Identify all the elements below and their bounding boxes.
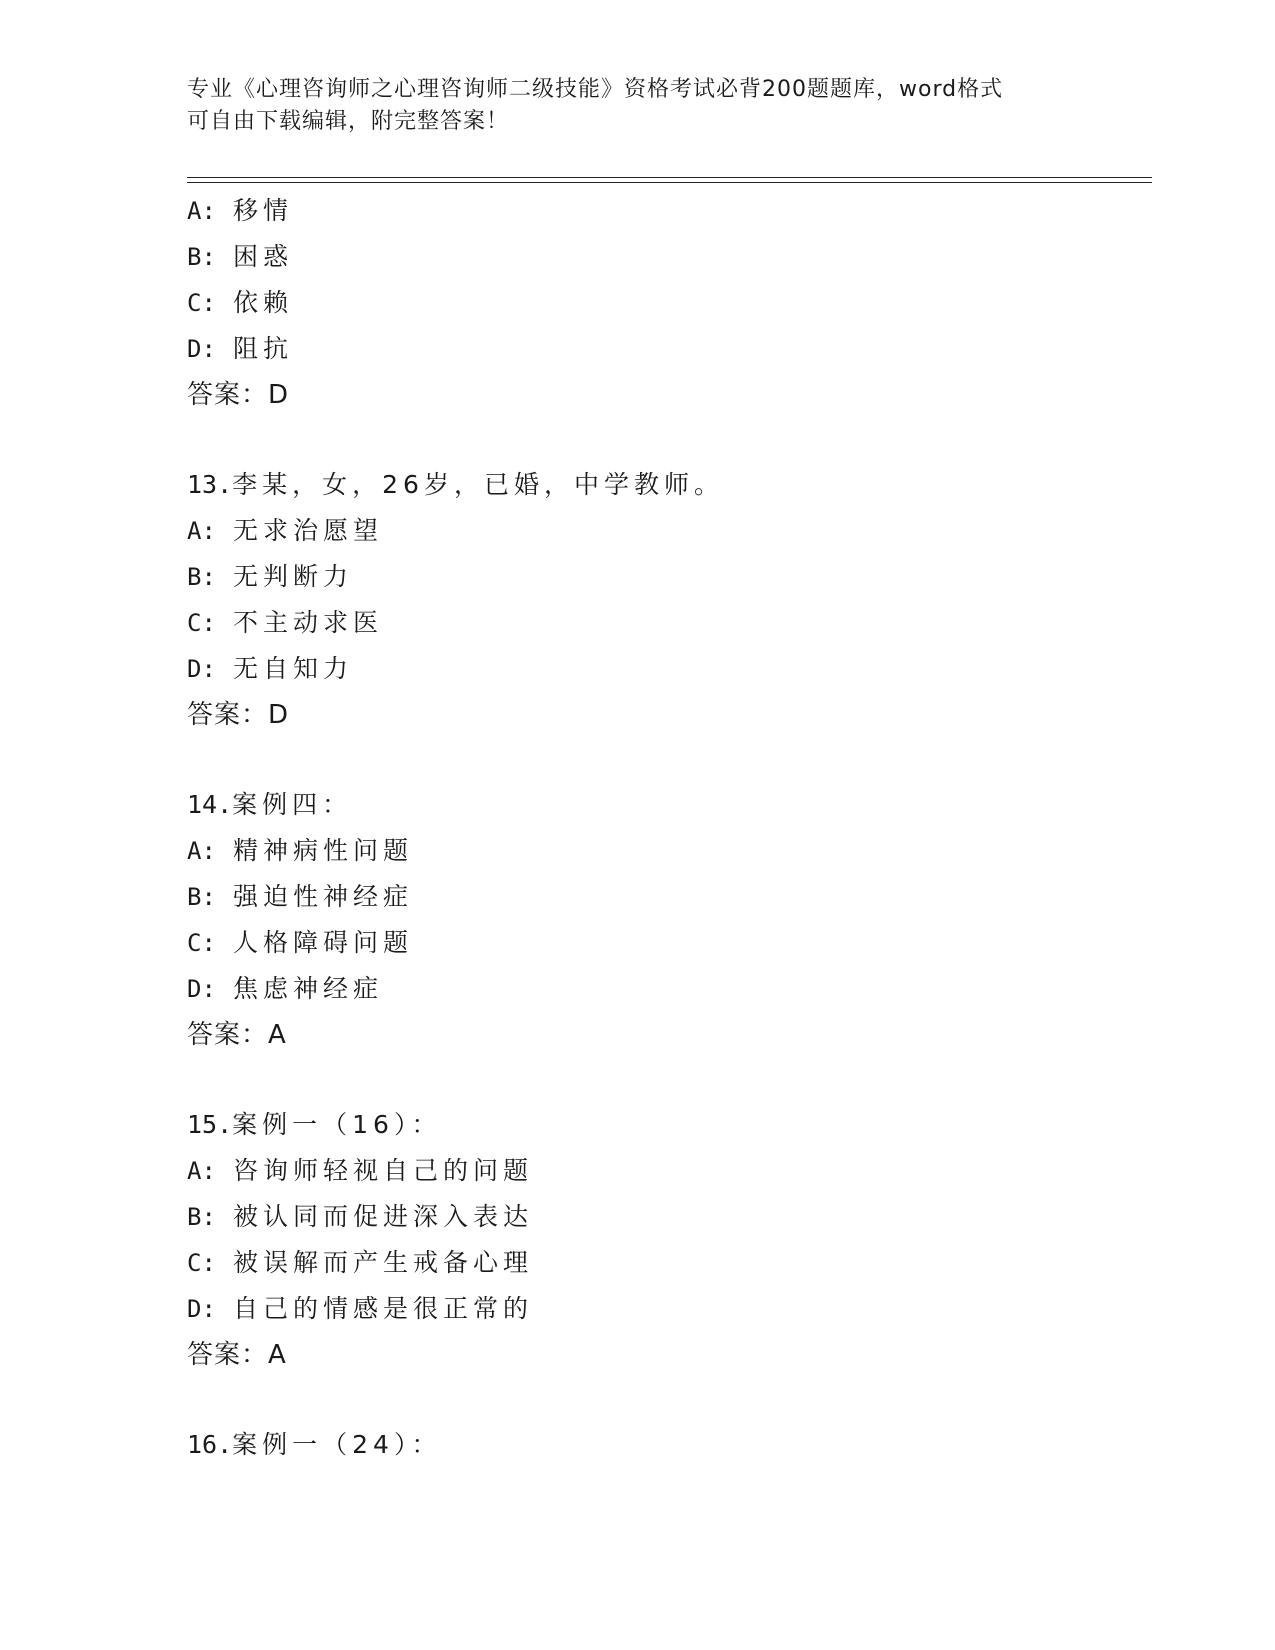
question-text: 案例一（16）： <box>232 1110 442 1139</box>
option-letter: A: <box>187 837 216 865</box>
option-text: 自己的情感是很正常的 <box>233 1294 534 1323</box>
option-d <box>187 1286 1147 1332</box>
question-stem <box>187 782 1147 828</box>
question-stem <box>187 1422 1147 1468</box>
option-text: 依赖 <box>233 288 294 317</box>
option-text: 困惑 <box>233 242 294 271</box>
header-divider-bottom <box>187 182 1152 183</box>
option-letter: C: <box>187 929 216 957</box>
question-block <box>187 1422 1147 1468</box>
question-text: 案例一（24）： <box>232 1430 442 1459</box>
option-letter: D: <box>187 1295 216 1323</box>
option-letter: B: <box>187 563 216 591</box>
option-c <box>187 280 1147 326</box>
option-text: 被认同而促进深入表达 <box>233 1202 534 1231</box>
option-letter: B: <box>187 1203 216 1231</box>
option-letter: D: <box>187 975 216 1003</box>
option-b <box>187 1194 1147 1240</box>
option-a <box>187 508 1147 554</box>
option-letter: D: <box>187 655 216 683</box>
answer-line: 答案：A <box>187 1340 287 1370</box>
question-stem <box>187 462 1147 508</box>
answer-line: 答案：D <box>187 380 290 410</box>
option-text: 被误解而产生戒备心理 <box>233 1248 534 1277</box>
header-divider-top <box>187 177 1152 178</box>
question-list <box>187 188 1147 1468</box>
question-number: 14. <box>187 790 233 819</box>
option-letter: C: <box>187 1249 216 1277</box>
question-block <box>187 782 1147 1058</box>
option-a <box>187 1148 1147 1194</box>
option-c <box>187 920 1147 966</box>
header-line-1: 专业《心理咨询师之心理咨询师二级技能》资格考试必背200题题库，word格式 <box>187 77 1004 102</box>
option-a <box>187 828 1147 874</box>
option-text: 咨询师轻视自己的问题 <box>233 1156 534 1185</box>
question-block <box>187 1102 1147 1378</box>
document-header <box>187 74 1087 138</box>
option-letter: C: <box>187 609 216 637</box>
option-a <box>187 188 1147 234</box>
option-letter: B: <box>187 243 216 271</box>
option-letter: A: <box>187 517 216 545</box>
option-letter: A: <box>187 1157 216 1185</box>
option-text: 强迫性神经症 <box>233 882 414 911</box>
option-b <box>187 874 1147 920</box>
option-letter: D: <box>187 335 216 363</box>
option-text: 无自知力 <box>233 654 354 683</box>
option-b <box>187 554 1147 600</box>
option-text: 精神病性问题 <box>233 836 414 865</box>
option-letter: C: <box>187 289 216 317</box>
option-letter: A: <box>187 197 216 225</box>
question-number: 13. <box>187 470 233 499</box>
option-d <box>187 646 1147 692</box>
option-letter: B: <box>187 883 216 911</box>
question-block <box>187 188 1147 418</box>
option-d <box>187 966 1147 1012</box>
question-number: 15. <box>187 1110 233 1139</box>
answer-line: 答案：A <box>187 1020 287 1050</box>
question-text: 案例四： <box>232 790 353 819</box>
option-text: 无求治愿望 <box>233 516 384 545</box>
option-text: 人格障碍问题 <box>233 928 414 957</box>
option-text: 不主动求医 <box>233 608 384 637</box>
option-c <box>187 1240 1147 1286</box>
question-text: 李某，女，26岁，已婚，中学教师。 <box>232 470 724 499</box>
header-line-2: 可自由下载编辑，附完整答案！ <box>187 109 510 134</box>
question-block <box>187 462 1147 738</box>
option-text: 无判断力 <box>233 562 354 591</box>
option-text: 阻抗 <box>233 334 294 363</box>
option-text: 焦虑神经症 <box>233 974 384 1003</box>
option-d <box>187 326 1147 372</box>
option-text: 移情 <box>233 196 294 225</box>
option-c <box>187 600 1147 646</box>
question-stem <box>187 1102 1147 1148</box>
option-b <box>187 234 1147 280</box>
question-number: 16. <box>187 1430 233 1459</box>
answer-line: 答案：D <box>187 700 290 730</box>
